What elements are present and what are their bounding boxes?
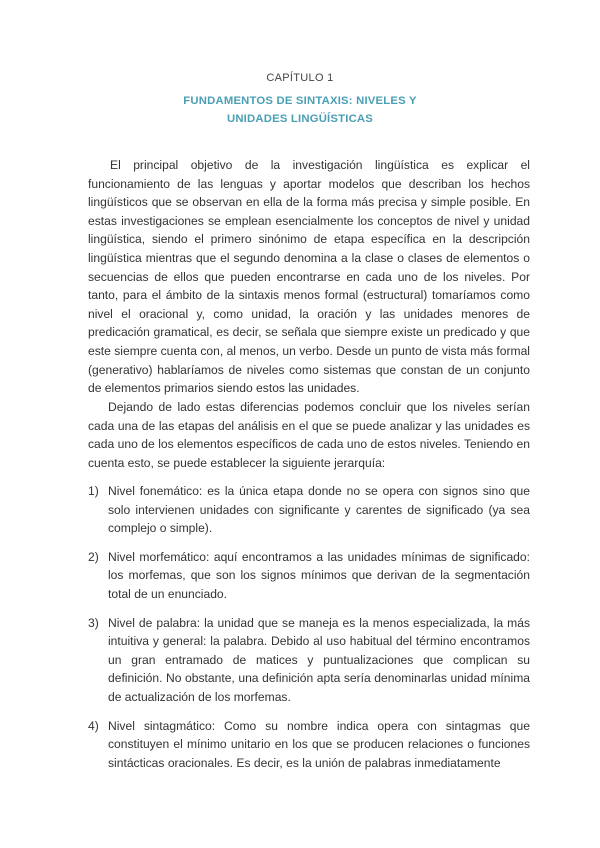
chapter-label: CAPÍTULO 1	[266, 72, 334, 84]
list-item	[88, 482, 530, 538]
list-item-text: Nivel sintagmático: Como su nombre indica opera con sintagmas que constituyen el mínimo unitario en los que se producen relaciones o funciones sintácticas oracionales. Es decir, es la unión de palabras inmediatamente	[108, 718, 530, 770]
list-item-text: Nivel fonemático: es la única etapa donde no se opera con signos sino que solo intervienen unidades con significante y carentes de significado (ya sea complejo o simple).	[108, 484, 530, 536]
list-item-number: 3)	[88, 615, 99, 630]
list-item-text: Nivel morfemático: aquí encontramos a las unidades mínimas de significado: los morfemas, que son los signos mínimos que derivan de la segmentación total de un enunciado.	[108, 549, 530, 601]
chapter-title-line-1: FUNDAMENTOS DE SINTAXIS: NIVELES Y	[183, 95, 417, 107]
chapter-title-line-2: UNIDADES LINGÜÍSTICAS	[226, 113, 374, 125]
chapter-title	[0, 92, 600, 128]
list-item	[88, 717, 530, 773]
hierarchy-list	[88, 482, 530, 782]
paragraph-2: Dejando de lado estas diferencias podemos concluir que los niveles serían cada una de las etapas del análisis en el que se puede analizar y las unidades es cada uno de los elementos específicos de cada uno de estos niveles. Teniendo en cuenta esto, se puede establecer la siguiente jerarquía:	[88, 400, 530, 470]
list-item	[88, 614, 530, 707]
list-item-text: Nivel de palabra: la unidad que se maneja es la menos especializada, la más intuitiva y general: la palabra. Debido al uso habitual del término encontramos un gran entramado de matices y puntualizaciones que complican su definición. No obstante, una definición apta sería denominarlas unidad mínima de actualización de los morfemas.	[108, 615, 530, 704]
list-item	[88, 548, 530, 604]
list-item-number: 4)	[88, 718, 99, 733]
list-item-number: 1)	[88, 484, 99, 498]
paragraph-1: El principal objetivo de la investigación lingüística es explicar el funcionamiento de las lenguas y aportar modelos que describan los hechos lingüísticos que se observan en ella de la forma más precisa y simple posible. En estas investigaciones se emplean esencialmente los conceptos de nivel y unidad lingüística, siendo el primero sinónimo de etapa específica en la descripción lingüística mientras que el segundo denomina a la clase o clases de elementos o secuencias de ellos que pueden encontrarse en cada uno de los niveles. Por tanto, para el ámbito de la sintaxis menos formal (estructural) tomaríamos como nivel el oracional y, como unidad, la oración y las unidades menores de predicación gramatical, es decir, se señala que siempre existe un predicado y que este siempre cuenta con, al menos, un verbo. Desde un punto de vista más formal (generativo) hablaríamos de niveles como sistemas que constan de un conjunto de elementos primarios siendo estos las unidades.	[88, 158, 530, 396]
list-item-number: 2)	[88, 549, 99, 564]
